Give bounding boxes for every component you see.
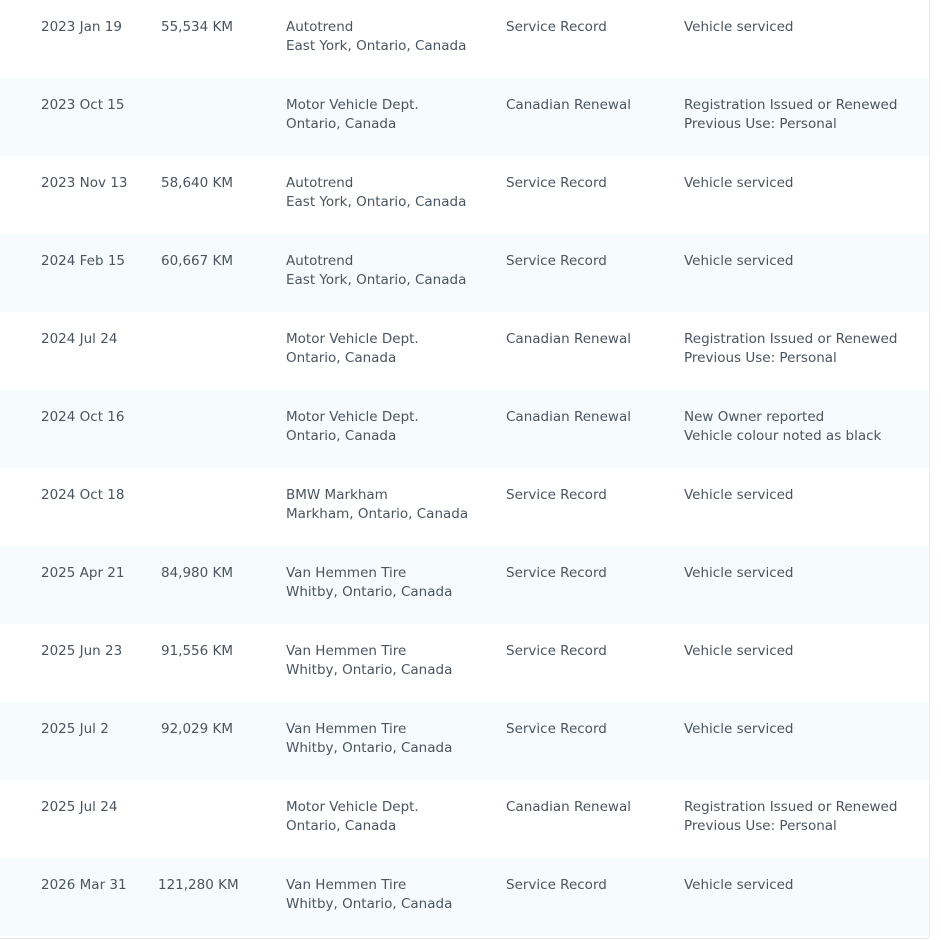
source-name: Motor Vehicle Dept. xyxy=(286,331,419,347)
source-location: Whitby, Ontario, Canada xyxy=(286,662,453,678)
source-location: Whitby, Ontario, Canada xyxy=(286,584,453,600)
detail-line: Vehicle serviced xyxy=(684,721,794,737)
record-details xyxy=(684,876,794,895)
record-type: Service Record xyxy=(506,487,607,503)
record-details xyxy=(684,330,897,368)
record-type: Service Record xyxy=(506,721,607,737)
history-row xyxy=(0,0,929,78)
record-odometer: 60,667 KM xyxy=(161,253,234,269)
source-name: BMW Markham xyxy=(286,487,388,503)
record-odometer: 58,640 KM xyxy=(161,175,234,191)
record-date: 2024 Oct 18 xyxy=(41,487,125,503)
detail-line: Previous Use: Personal xyxy=(684,350,837,366)
detail-line: New Owner reported xyxy=(684,409,825,425)
record-date: 2024 Feb 15 xyxy=(41,253,126,269)
history-row xyxy=(0,78,929,156)
record-details xyxy=(684,642,794,661)
record-source xyxy=(286,96,419,134)
record-date: 2026 Mar 31 xyxy=(41,877,127,893)
record-odometer: 92,029 KM xyxy=(161,721,234,737)
source-location: Ontario, Canada xyxy=(286,116,397,132)
history-row xyxy=(0,234,929,312)
history-row xyxy=(0,624,929,702)
source-name: Autotrend xyxy=(286,253,354,269)
detail-line: Registration Issued or Renewed xyxy=(684,97,898,113)
record-source xyxy=(286,174,466,212)
source-location: East York, Ontario, Canada xyxy=(286,38,467,54)
record-date: 2025 Jun 23 xyxy=(41,643,123,659)
record-type: Service Record xyxy=(506,643,607,659)
record-odometer: 121,280 KM xyxy=(158,877,239,893)
record-odometer: 55,534 KM xyxy=(161,19,234,35)
record-source xyxy=(286,486,468,524)
record-details xyxy=(684,564,794,583)
source-location: Ontario, Canada xyxy=(286,428,397,444)
source-location: Ontario, Canada xyxy=(286,350,397,366)
detail-line: Registration Issued or Renewed xyxy=(684,331,898,347)
record-details xyxy=(684,252,794,271)
detail-line: Vehicle colour noted as black xyxy=(684,428,882,444)
record-type: Canadian Renewal xyxy=(506,409,631,425)
history-row xyxy=(0,858,929,936)
record-details xyxy=(684,18,794,37)
record-details xyxy=(684,408,881,446)
record-date: 2023 Nov 13 xyxy=(41,175,128,191)
source-name: Motor Vehicle Dept. xyxy=(286,97,419,113)
record-source xyxy=(286,408,419,446)
record-date: 2023 Oct 15 xyxy=(41,97,125,113)
record-type: Canadian Renewal xyxy=(506,331,631,347)
source-location: Ontario, Canada xyxy=(286,818,397,834)
source-location: Whitby, Ontario, Canada xyxy=(286,740,453,756)
record-details xyxy=(684,174,794,193)
record-type: Canadian Renewal xyxy=(506,97,631,113)
history-row xyxy=(0,312,929,390)
detail-line: Vehicle serviced xyxy=(684,253,794,269)
record-source xyxy=(286,330,419,368)
history-row xyxy=(0,780,929,858)
record-odometer: 84,980 KM xyxy=(161,565,234,581)
source-name: Autotrend xyxy=(286,175,354,191)
record-source xyxy=(286,18,466,56)
history-row xyxy=(0,702,929,780)
detail-line: Vehicle serviced xyxy=(684,877,794,893)
history-row xyxy=(0,390,929,468)
record-date: 2024 Oct 16 xyxy=(41,409,125,425)
source-name: Autotrend xyxy=(286,19,354,35)
record-type: Service Record xyxy=(506,877,607,893)
history-row xyxy=(0,156,929,234)
source-name: Van Hemmen Tire xyxy=(286,565,407,581)
record-date: 2025 Jul 2 xyxy=(41,721,109,737)
source-name: Motor Vehicle Dept. xyxy=(286,799,419,815)
record-source xyxy=(286,720,452,758)
source-location: East York, Ontario, Canada xyxy=(286,194,467,210)
source-name: Van Hemmen Tire xyxy=(286,721,407,737)
record-details xyxy=(684,486,794,505)
source-name: Van Hemmen Tire xyxy=(286,877,407,893)
record-source xyxy=(286,564,452,602)
detail-line: Vehicle serviced xyxy=(684,19,794,35)
source-location: Markham, Ontario, Canada xyxy=(286,506,469,522)
detail-line: Previous Use: Personal xyxy=(684,818,837,834)
record-type: Service Record xyxy=(506,565,607,581)
source-location: Whitby, Ontario, Canada xyxy=(286,896,453,912)
record-date: 2023 Jan 19 xyxy=(41,19,122,35)
record-date: 2025 Apr 21 xyxy=(41,565,125,581)
record-type: Service Record xyxy=(506,19,607,35)
record-details xyxy=(684,96,897,134)
history-row xyxy=(0,546,929,624)
record-details xyxy=(684,720,794,739)
record-date: 2024 Jul 24 xyxy=(41,331,118,347)
record-date: 2025 Jul 24 xyxy=(41,799,118,815)
record-source xyxy=(286,798,419,836)
record-source xyxy=(286,642,452,680)
detail-line: Vehicle serviced xyxy=(684,487,794,503)
record-type: Service Record xyxy=(506,253,607,269)
source-name: Motor Vehicle Dept. xyxy=(286,409,419,425)
source-location: East York, Ontario, Canada xyxy=(286,272,467,288)
detail-line: Previous Use: Personal xyxy=(684,116,837,132)
record-type: Canadian Renewal xyxy=(506,799,631,815)
detail-line: Vehicle serviced xyxy=(684,643,794,659)
record-type: Service Record xyxy=(506,175,607,191)
detail-line: Vehicle serviced xyxy=(684,175,794,191)
record-odometer: 91,556 KM xyxy=(161,643,234,659)
record-source xyxy=(286,252,466,290)
source-name: Van Hemmen Tire xyxy=(286,643,407,659)
detail-line: Registration Issued or Renewed xyxy=(684,799,898,815)
record-details xyxy=(684,798,897,836)
history-row xyxy=(0,468,929,546)
page-edge xyxy=(930,0,941,940)
record-source xyxy=(286,876,452,914)
detail-line: Vehicle serviced xyxy=(684,565,794,581)
